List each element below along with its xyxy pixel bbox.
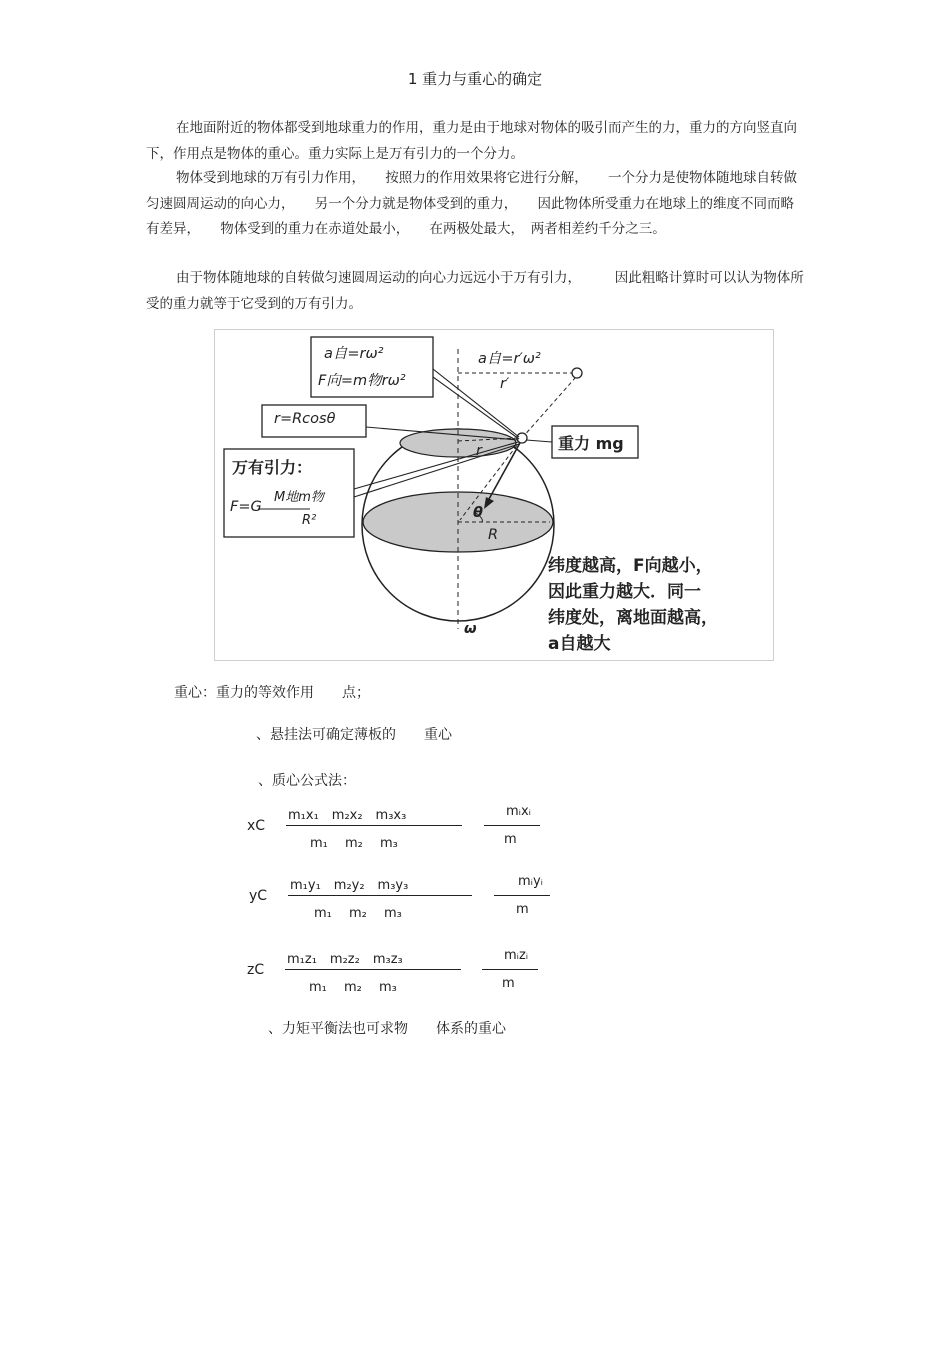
label-r: r xyxy=(476,443,482,459)
formula-y-sum xyxy=(494,874,552,922)
earth-gravity-figure xyxy=(214,329,774,661)
formula-y-bar2 xyxy=(494,895,550,896)
formula-y-den: m₁ m₂ m₃ xyxy=(314,906,402,921)
formula-x-bar xyxy=(286,825,462,826)
label-f-centripetal: F向=m物rω² xyxy=(318,373,406,389)
label-gravitation-den: R² xyxy=(302,513,317,528)
label-gravitation-num: M地m物 xyxy=(274,490,324,505)
note-line-2: 因此重力越大．同一 xyxy=(548,582,701,602)
paragraph-2: 物体受到地球的万有引力作用， 按照力的作用效果将它进行分解， 一个分力是使物体随地球自转做匀速圆周运动的向心力， 另一个分力就是物体受到的重力， 因此物体所受重力在地球上的维度不同而略有差异， 物体受到的重力在赤道处最小， 在两极处最大， 两者相差约千分之三。 xyxy=(146,170,797,237)
method-suspension: 、悬挂法可确定薄板的 重心 xyxy=(256,727,452,743)
leader-mg xyxy=(526,440,552,442)
object-point-high xyxy=(572,368,582,378)
label-mg: 重力 mg xyxy=(558,434,624,453)
note-line-1: 纬度越高，F向越小， xyxy=(548,556,713,576)
formula-y-main xyxy=(288,874,472,922)
formula-y-bar xyxy=(288,895,472,896)
note-line-4: a自越大 xyxy=(548,634,611,654)
formula-x-num2: mᵢxᵢ xyxy=(506,804,532,819)
formula-z-num2: mᵢzᵢ xyxy=(504,948,529,963)
label-gravitation-lhs: F=G xyxy=(230,499,262,515)
paragraph-1: 在地面附近的物体都受到地球重力的作用，重力是由于地球对物体的吸引而产生的力，重力的方向竖直向下，作用点是物体的重心。重力实际上是万有引力的一个分力。 xyxy=(146,120,797,162)
label-r-formula: r=Rcosθ xyxy=(274,411,336,427)
formula-y-num2: mᵢyᵢ xyxy=(518,874,544,889)
formula-z-num: m₁z₁ m₂z₂ m₃z₃ xyxy=(287,952,403,967)
formula-x-var: xC xyxy=(247,818,266,834)
formula-x-main xyxy=(286,804,462,852)
method-torque-balance: 、力矩平衡法也可求物 体系的重心 xyxy=(268,1021,506,1037)
formula-y-den2: m xyxy=(516,902,529,917)
note-line-3: 纬度处，离地面越高， xyxy=(548,608,718,628)
formula-x-bar2 xyxy=(484,825,540,826)
label-theta: θ xyxy=(473,505,483,521)
formula-z-bar xyxy=(285,969,461,970)
label-gravitation-title: 万有引力： xyxy=(232,458,313,477)
label-a-rotation: a自=rω² xyxy=(324,346,384,362)
formula-z-var: zC xyxy=(247,962,265,978)
formula-x-den2: m xyxy=(504,832,517,847)
label-a-top: a自=r′ω² xyxy=(478,351,541,367)
formula-z-main xyxy=(285,948,461,996)
formula-x-sum xyxy=(484,804,542,852)
page-title: 1 重力与重心的确定 xyxy=(407,70,543,88)
formula-x-den: m₁ m₂ m₃ xyxy=(310,836,398,851)
label-omega: ω xyxy=(464,621,477,637)
center-of-gravity-line: 重心：重力的等效作用 点； xyxy=(174,685,370,701)
method-centroid-formula: 、质心公式法： xyxy=(258,773,356,789)
formula-x-num: m₁x₁ m₂x₂ m₃x₃ xyxy=(288,808,407,823)
formula-z-den2: m xyxy=(502,976,515,991)
label-R: R xyxy=(488,527,499,543)
formula-z-sum xyxy=(482,948,540,996)
label-rprime: r′ xyxy=(500,376,510,392)
formula-y-var: yC xyxy=(249,888,268,904)
formula-z-bar2 xyxy=(482,969,538,970)
formula-y-num: m₁y₁ m₂y₂ m₃y₃ xyxy=(290,878,409,893)
formula-z-den: m₁ m₂ m₃ xyxy=(309,980,397,995)
paragraph-3: 由于物体随地球的自转做匀速圆周运动的向心力远远小于万有引力， 因此粗略计算时可以认为物体所受的重力就等于它受到的万有引力。 xyxy=(146,270,804,312)
